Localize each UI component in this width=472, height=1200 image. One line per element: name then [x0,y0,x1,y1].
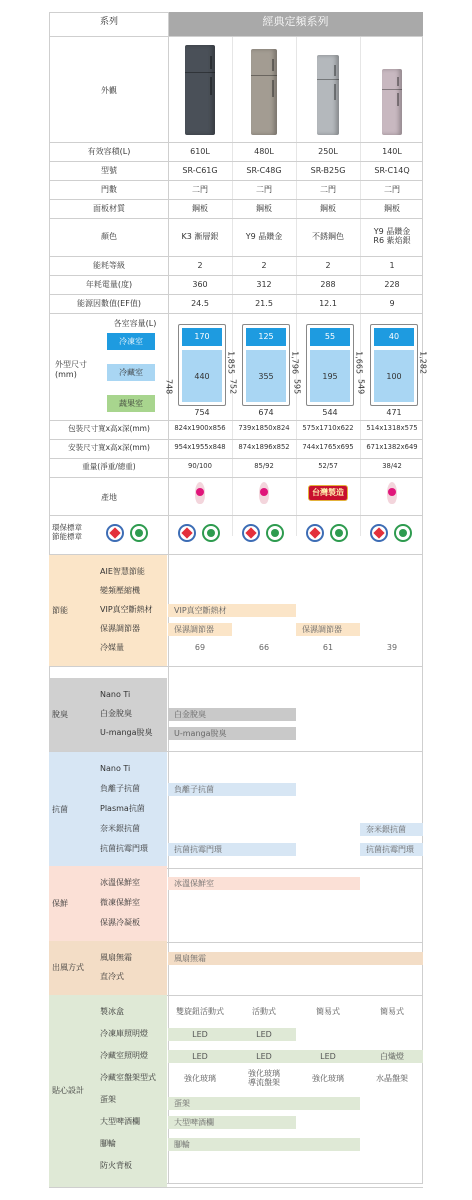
feature-bar [360,843,423,856]
section-title: 保鮮 [52,899,68,908]
cell-value: 二門 [384,184,400,194]
fridge-image [317,55,339,135]
fridge-image [251,49,277,135]
fridge-capacity: 195 [322,372,338,381]
feature-bar [168,952,423,965]
row-label: 顏色 [101,232,117,241]
feature-bar [296,623,360,636]
row-label: 型號 [101,165,117,175]
freezer-capacity: 40 [388,332,400,341]
door-handle [334,84,336,100]
feature-item: U-manga脫臭 [100,728,153,737]
feature-item: 保濕調節器 [100,624,140,633]
feature-bar-label: 保濕調節器 [174,625,214,634]
section-title: 節能 [52,605,68,615]
door-handle [397,93,399,106]
cell-value: 38/42 [382,462,402,470]
feature-item: Nano Ti [100,764,131,773]
row-label: 年耗電量(度) [85,279,133,289]
egg-tray-label: 蛋架 [174,1099,190,1108]
door-handle [397,77,399,86]
cell-value: SR-C14Q [374,165,410,175]
feature-bar-label: 抗菌抗霉門環 [174,845,222,854]
cell-value: 575x1710x622 [302,424,354,432]
feature-bar [168,708,296,721]
row-divider [49,142,423,143]
origin-dot-icon [196,488,204,496]
ice-tray-value: 雙旋鈕活動式 [176,1007,224,1016]
fridge-light-value: LED [192,1052,208,1061]
cell-value: 鋼板 [192,203,208,213]
row-divider [49,256,423,257]
cell-value: 9 [389,298,395,308]
depth-value: 752 [228,378,238,395]
width-value: 674 [258,408,274,417]
height-value: 1,855 [226,351,236,375]
beer-rack-bar [168,1116,296,1129]
feature-bar-label: 負離子抗菌 [174,785,214,794]
row-label: 重量(淨重/總重) [82,462,136,471]
caster-label: 腳輪 [174,1140,190,1149]
series-label: 系列 [99,17,118,27]
cell-value: Y9 晶鑽金 [245,232,283,241]
cell-value: SR-B25G [310,165,346,175]
feature-item: 製冰盒 [100,1007,124,1016]
feature-bar-label: 抗菌抗霉門環 [366,845,414,854]
cell-value: 鋼板 [384,203,400,213]
feature-bar [168,877,360,890]
freezer-door-line [251,75,277,76]
height-value: 1,282 [418,351,428,375]
feature-bar-label: 白金脫臭 [174,710,206,719]
row-label: 能源因數值(EF值) [77,298,141,308]
row-label: 安裝尺寸寬x高x深(mm) [68,443,150,452]
refrigerant-value: 61 [322,643,334,652]
fridge-image [382,69,402,135]
section-title: 貼心設計 [52,1086,84,1095]
cell-value: 2 [261,260,267,270]
feature-bar [360,823,423,836]
ice-tray-value: 簡易式 [316,1007,340,1016]
cell-value: 954x1955x848 [174,443,226,451]
origin-dot-icon [388,488,396,496]
cell-value: 85/92 [254,462,274,470]
row-divider [49,477,423,478]
ice-tray-value: 簡易式 [380,1007,404,1016]
leaf-icon [135,529,143,537]
cell-value: 360 [192,279,208,289]
cell-value: 140L [382,146,402,156]
cell-value: K3 漸層銀 [181,232,219,241]
feature-item: 抗菌抗霉門環 [100,844,148,853]
fridge-capacity: 355 [258,372,274,381]
freezer-door-line [382,89,402,90]
freezer-light-value: LED [256,1030,272,1039]
row-divider [49,515,423,516]
cell-value: 90/100 [188,462,212,470]
cell-value: 12.1 [319,298,337,308]
feature-bar [168,604,296,617]
cell-value: 21.5 [255,298,273,308]
size-label-text: 外型尺寸 (mm) [55,360,87,380]
freezer-capacity: 170 [194,332,210,341]
refrigerant-value: 66 [258,643,270,652]
door-handle [210,56,212,69]
cell-value: 52/57 [318,462,338,470]
cell-value: 鋼板 [256,203,272,213]
feature-item: 防火背板 [100,1161,132,1170]
refrigerant-value: 69 [194,643,206,652]
fridge-capacity: 100 [386,372,402,381]
feature-item: 保濕冷凝板 [100,918,140,927]
door-handle [210,77,212,95]
cell-value: 671x1382x649 [366,443,418,451]
leaf-icon [271,529,279,537]
feature-bar-label: VIP真空斷熱材 [174,606,227,615]
caster-bar [168,1138,360,1151]
feature-item: 奈米銀抗菌 [100,824,140,833]
cell-value: 824x1900x856 [174,424,226,432]
shelf-value: 強化玻璃 導流盤架 [248,1069,280,1088]
cell-value: 250L [318,146,338,156]
freezer-legend-label: 冷凍室 [119,337,143,346]
cell-value: 二門 [192,184,208,194]
freezer-door-line [185,72,215,73]
feature-item: 腳輪 [100,1139,116,1148]
shelf-value: 強化玻璃 [184,1074,216,1083]
row-divider [49,294,423,295]
cell-value: 2 [325,260,331,270]
origin-dot-icon [260,488,268,496]
cell-value: Y9 晶鑽金 R6 紫焰銀 [373,227,411,246]
cell-value: 739x1850x824 [238,424,290,432]
shelf-value: 水晶盤架 [376,1074,408,1083]
height-value: 1,665 [354,351,364,375]
fridge-capacity: 440 [194,372,210,381]
fridge-legend-label: 冷藏室 [119,368,143,377]
cell-value: 744x1765x695 [302,443,354,451]
cell-value: 610L [190,146,210,156]
feature-item: 變頻壓縮機 [100,586,140,595]
row-divider [49,275,423,276]
row-divider [49,666,423,667]
section-title: 抗菌 [52,805,68,814]
row-label: 有效容積(L) [87,146,131,156]
door-handle [334,65,336,76]
feature-item: 冷藏室照明燈 [100,1051,148,1060]
row-divider [49,199,423,200]
width-value: 754 [194,408,210,417]
feature-item: 冷凍庫照明燈 [100,1029,148,1038]
cell-value: 874x1896x852 [238,443,290,451]
row-label: 包裝尺寸寬x高x深(mm) [68,424,150,433]
appearance-label: 外觀 [101,86,117,95]
cell-value: 514x1318x575 [366,424,418,432]
feature-item: 冷藏室盤架型式 [100,1073,156,1082]
cell-value: 鋼板 [320,203,336,213]
feature-bar-label: 冰溫保鮮室 [174,879,214,888]
eco-label: 環保標章 節能標章 [52,523,82,541]
row-divider [49,458,423,459]
feature-item: Nano Ti [100,690,131,699]
row-divider [49,180,423,181]
depth-value: 549 [356,378,366,395]
row-label: 門數 [101,184,117,194]
feature-item: AIE智慧節能 [100,567,145,576]
origin-label: 產地 [101,493,117,502]
beer-rack-label: 大型啤酒欄 [174,1118,214,1127]
freezer-capacity: 55 [324,332,336,341]
feature-bar [168,843,296,856]
feature-item: 蛋架 [100,1095,116,1104]
width-value: 544 [322,408,338,417]
feature-item: 風扇無霜 [100,953,132,962]
height-value: 1,796 [290,351,300,375]
feature-item: 白金脫臭 [100,709,132,718]
veg-legend-label: 蔬果室 [119,399,143,408]
cell-value: 不銹鋼色 [312,232,344,241]
feature-bar-label: 奈米銀抗菌 [366,825,406,834]
width-value: 471 [386,408,402,417]
size-label [50,360,108,381]
cell-value: SR-C61G [182,165,218,175]
feature-bar-label: U-manga脫臭 [174,729,227,738]
freezer-capacity: 125 [258,332,274,341]
feature-bar [168,623,232,636]
row-divider [49,161,423,162]
fridge-light-value: LED [256,1052,272,1061]
row-label: 能耗等級 [93,260,125,270]
cell-value: 二門 [256,184,272,194]
cell-value: 312 [256,279,272,289]
depth-value: 748 [164,378,174,395]
cell-value: 480L [254,146,274,156]
feature-item: 負離子抗菌 [100,784,140,793]
cell-value: 二門 [320,184,336,194]
row-label: 面板材質 [93,203,125,213]
origin-badge-text: 台灣製造 [312,488,344,497]
leaf-icon [335,529,343,537]
feature-item: 冷媒量 [100,643,124,652]
cell-value: 24.5 [191,298,209,308]
shelf-value: 強化玻璃 [312,1074,344,1083]
fridge-light-value: LED [320,1052,336,1061]
section-title: 脫臭 [52,709,68,719]
egg-tray-bar [168,1097,360,1110]
fridge-image [185,45,215,135]
freezer-light-value: LED [192,1030,208,1039]
row-divider [49,1187,423,1188]
cell-value: 288 [320,279,336,289]
feature-item: 冰溫保鮮室 [100,878,140,887]
leaf-icon [399,529,407,537]
row-divider [49,420,423,421]
feature-item: Plasma抗菌 [100,804,145,813]
compartment-cap-label: 各室容量(L) [113,319,157,328]
feature-bar-label: 保濕調節器 [302,625,342,634]
cell-value: 228 [384,279,400,289]
cell-value: SR-C48G [246,165,282,175]
feature-item: 直冷式 [100,972,124,981]
feature-item: VIP真空斷熱材 [100,605,153,614]
refrigerant-value: 39 [386,643,398,652]
feature-bar-label: 風扇無霜 [174,954,206,963]
series-name: 經典定頻系列 [262,15,329,28]
cell-value: 2 [197,260,203,270]
cell-value: 1 [389,260,395,270]
row-divider [49,218,423,219]
ice-tray-value: 活動式 [252,1007,276,1016]
feature-item: 大型啤酒欄 [100,1117,140,1126]
row-divider [49,36,423,37]
door-handle [272,59,274,71]
row-divider [49,313,423,314]
row-divider [49,439,423,440]
feature-item: 微凍保鮮室 [100,898,140,907]
leaf-icon [207,529,215,537]
feature-bar [168,727,296,740]
fridge-light-value: 白熾燈 [380,1052,404,1061]
freezer-door-line [317,79,339,80]
depth-value: 595 [292,378,302,395]
door-handle [272,80,274,97]
feature-bar [168,783,296,796]
section-title: 出風方式 [52,963,84,972]
